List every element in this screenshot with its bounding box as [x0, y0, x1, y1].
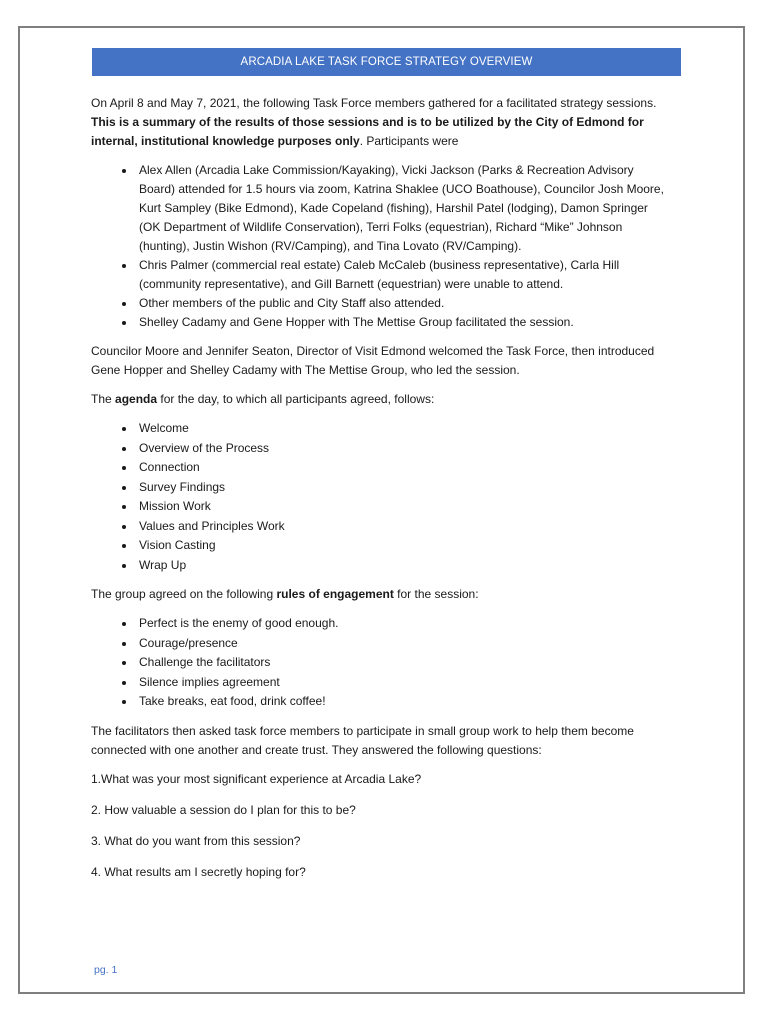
question-item: 3. What do you want from this session?: [91, 833, 301, 848]
question-item: 4. What results am I secretly hoping for?: [91, 864, 306, 879]
list-item: • Vision Casting: [136, 536, 671, 556]
rules-list: [91, 614, 671, 712]
list-item: • Survey Findings: [136, 478, 671, 498]
list-item: • Wrap Up: [136, 556, 671, 576]
question-item: 1.What was your most significant experience at Arcadia Lake?: [91, 771, 422, 786]
list-item: • Challenge the facilitators: [136, 653, 671, 673]
document-body: [91, 94, 671, 894]
list-item: • Perfect is the enemy of good enough.: [136, 614, 671, 634]
intro-text-end: . Participants were: [359, 134, 459, 148]
agenda-intro-text: The: [91, 392, 116, 406]
agenda-intro: [91, 390, 671, 409]
list-item: • Alex Allen (Arcadia Lake Commission/Kayaking), Vicki Jackson (Parks & Recreation Advisory Board) attended for 1.5 hours via zoom, Katrina Shaklee (UCO Boathouse), Councilor Josh Moore, Kurt Sampley (Bike Edmond), Kade Copeland (fishing), Harshil Patel (lodging), Damon Springer (OK Department of Wildlife Conservation), Terri Folks (equestrian), Richard “Mike” Johnson (hunting), Justin Wishon (RV/Camping), and Tina Lovato (RV/Camping).: [136, 161, 671, 256]
list-item: • Overview of the Process: [136, 439, 671, 459]
small-group-paragraph: The facilitators then asked task force members to participate in small group work to help them become connected with one another and create trust. They answered the following questions:: [91, 723, 634, 757]
rules-intro-text-end: for the session:: [393, 587, 479, 601]
agenda-intro-text-end: for the day, to which all participants agreed, follows:: [157, 392, 435, 406]
intro-bold-text: This is a summary of the results of those sessions and is to be utilized by the City of Edmond for internal, institutional knowledge purposes only: [91, 115, 644, 148]
document-title-banner: [92, 48, 681, 76]
list-item: • Welcome: [136, 419, 671, 439]
intro-paragraph: [91, 94, 671, 151]
intro-text: On April 8 and May 7, 2021, the following Task Force members gathered for a facilitated strategy sessions.: [91, 96, 657, 110]
list-item: • Chris Palmer (commercial real estate) Caleb McCaleb (business representative), Carla Hill (community representative), and Gill Barnett (equestrian) were unable to attend.: [136, 256, 671, 294]
rules-intro-text: The group agreed on the following: [91, 587, 277, 601]
rules-intro: [91, 585, 671, 604]
document-title: ARCADIA LAKE TASK FORCE STRATEGY OVERVIEW: [240, 56, 533, 68]
rules-label: rules of engagement: [276, 587, 394, 601]
list-item: • Shelley Cadamy and Gene Hopper with The Mettise Group facilitated the session.: [136, 313, 671, 332]
list-item: • Values and Principles Work: [136, 517, 671, 537]
agenda-list: [91, 419, 671, 575]
page-number: pg. 1: [94, 964, 118, 976]
participants-list: [91, 161, 671, 332]
list-item: • Other members of the public and City Staff also attended.: [136, 294, 671, 313]
agenda-label: agenda: [115, 392, 158, 406]
document-page: [18, 26, 745, 994]
list-item: • Connection: [136, 458, 671, 478]
list-item: • Mission Work: [136, 497, 671, 517]
welcome-paragraph: Councilor Moore and Jennifer Seaton, Director of Visit Edmond welcomed the Task Force, then introduced Gene Hopper and Shelley Cadamy with The Mettise Group, who led the session.: [91, 344, 655, 377]
list-item: • Courage/presence: [136, 634, 671, 654]
list-item: • Silence implies agreement: [136, 673, 671, 693]
list-item: • Take breaks, eat food, drink coffee!: [136, 692, 671, 712]
question-item: 2. How valuable a session do I plan for this to be?: [91, 802, 356, 817]
